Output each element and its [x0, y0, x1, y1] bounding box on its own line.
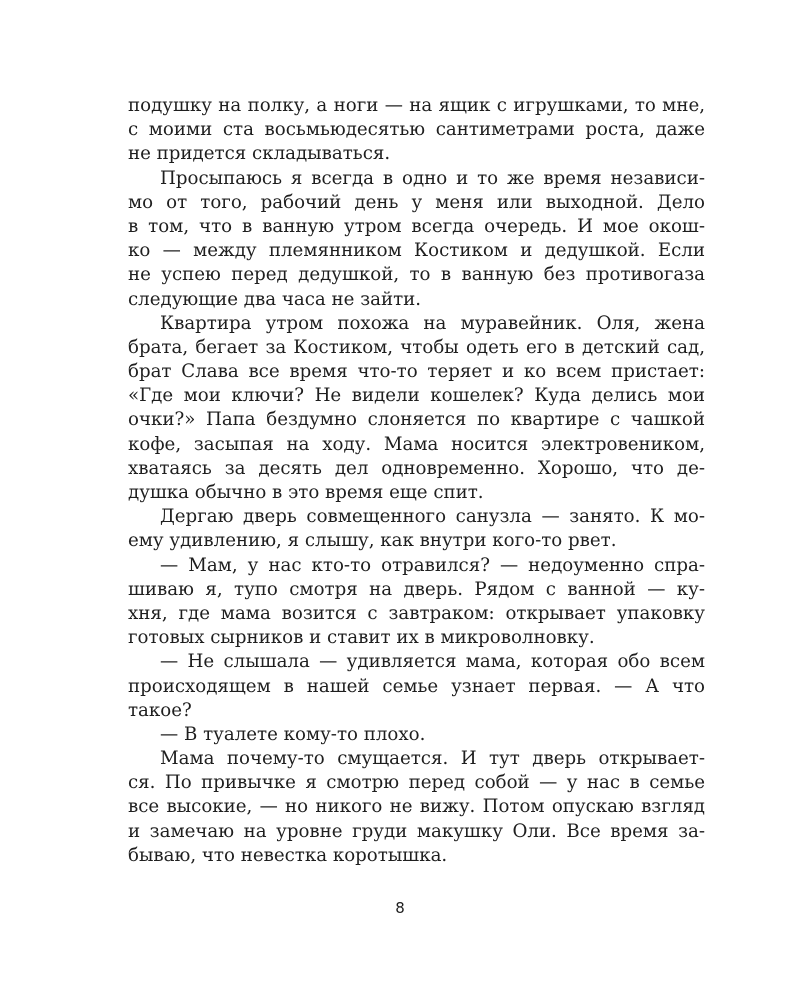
page-number: 8: [395, 899, 405, 917]
text-line: Дергаю дверь совмещенного санузла — занято. К мо-: [160, 506, 705, 528]
text-line: «Где мои ключи? Не видели кошелек? Куда делись мои: [128, 385, 705, 407]
text-line: ся. По привычке я смотрю перед собой — у нас в семье: [128, 772, 705, 794]
text-line: брат Слава все время что-то теряет и ко всем пристает:: [128, 361, 705, 383]
text-line: хватаясь за десять дел одновременно. Хорошо, что де-: [128, 457, 705, 479]
text-line: ко — между племянником Костиком и дедушкой. Если: [128, 240, 705, 262]
text-line: и замечаю на уровне груди макушку Оли. Все время за-: [128, 820, 705, 842]
text-line: не придется складываться.: [128, 143, 391, 165]
text-line: Квартира утром похожа на муравейник. Оля, жена: [160, 312, 705, 334]
text-line: шиваю я, тупо смотря на дверь. Рядом с ванной — ку-: [128, 578, 705, 600]
text-line: все высокие, — но никого не вижу. Потом опускаю взгляд: [128, 796, 705, 818]
text-line: такое?: [128, 699, 192, 721]
text-line: — Мам, у нас кто-то отравился? — недоуменно спра-: [160, 554, 705, 576]
text-line: следующие два часа не зайти.: [128, 288, 422, 310]
text-line: с моими ста восьмьюдесятью сантиметрами роста, даже: [128, 119, 705, 141]
text-line: хня, где мама возится с завтраком: открывает упаковку: [128, 602, 705, 624]
text-line: — В туалете кому-то плохо.: [160, 723, 426, 745]
text-line: бываю, что невестка коротышка.: [128, 844, 448, 866]
text-line: душка обычно в это время еще спит.: [128, 482, 484, 503]
text-line: мо от того, рабочий день у меня или выходной. Дело: [128, 191, 705, 213]
text-line: Мама почему-то смущается. И тут дверь открывает-: [160, 748, 705, 770]
body-text: [128, 94, 705, 868]
text-line: подушку на полку, а ноги — на ящик с игрушками, то мне,: [128, 95, 705, 116]
text-line: происходящем в нашей семье узнает первая. — А что: [128, 675, 705, 697]
text-line: — Не слышала — удивляется мама, которая обо всем: [160, 651, 705, 673]
text-line: кофе, засыпая на ходу. Мама носится электровеником,: [128, 433, 705, 455]
text-line: очки?» Папа бездумно слоняется по квартире с чашкой: [128, 409, 705, 431]
text-line: Просыпаюсь я всегда в одно и то же время независи-: [160, 167, 705, 189]
text-line: брата, бегает за Костиком, чтобы одеть его в детский сад,: [128, 336, 705, 358]
text-line: в том, что в ванную утром всегда очередь. И мое окош-: [128, 215, 705, 237]
text-line: готовых сырников и ставит их в микроволновку.: [128, 627, 595, 649]
text-line: ему удивлению, я слышу, как внутри кого-то рвет.: [128, 530, 617, 552]
text-line: не успею перед дедушкой, то в ванную без противогаза: [128, 264, 705, 286]
